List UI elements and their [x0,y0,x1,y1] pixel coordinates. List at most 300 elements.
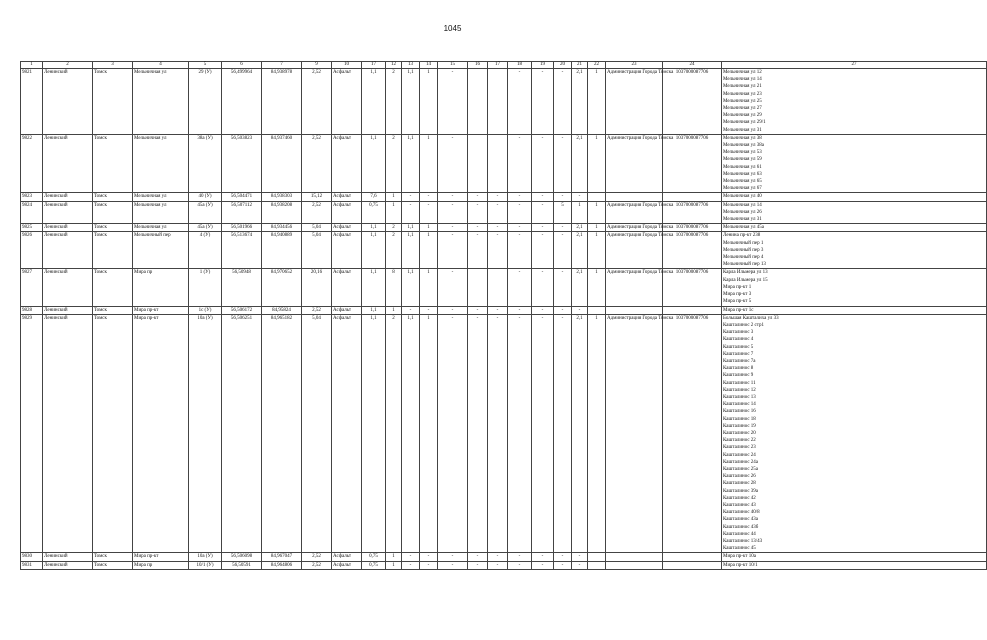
address-entry: Кашталинос 43б [723,524,759,530]
address-entry: Мельничная ул 29/1 [723,120,766,126]
table-cell: - [532,269,554,306]
table-cell: 10/1 (У) [189,561,222,569]
table-cell: 56,499964 [222,69,262,135]
table-cell: 56,506251 [222,314,262,553]
address-entry: Кашталинос 9 [723,373,754,379]
address-entry: Кашталинос 7 [723,351,754,357]
table-cell: Администрация Города Томска [606,134,663,193]
table-cell: Асфальт [332,269,362,306]
table-cell [663,193,722,201]
table-cell: 1,1 [402,134,420,193]
table-cell: - [532,224,554,232]
header-row [21,62,987,69]
table-cell: 56,504471 [222,193,262,201]
address-entry: Мельничная ул 38а [723,143,764,149]
table-cell: - [508,306,532,314]
address-entry: Кашталинос 11 [723,380,756,386]
column-header: 1 [21,62,43,69]
table-cell: Администрация Города Томска [606,314,663,553]
table-cell: 9821 [21,69,43,135]
address-list-cell [722,269,987,306]
table-cell: 2,52 [302,69,332,135]
table-cell: 40 (У) [189,193,222,201]
column-header: 5 [189,62,222,69]
table-cell: Мира пр-кт [133,553,189,561]
table-cell: 9831 [21,561,43,569]
table-cell: - [554,224,572,232]
table-cell [663,561,722,569]
table-cell: 1с (У) [189,306,222,314]
table-cell: - [420,306,438,314]
table-cell: 1 [386,561,402,569]
table-cell: - [508,232,532,269]
address-entry: Мельничная ул 63 [723,171,762,177]
address-entry: Кашталинос 39а [723,488,759,494]
column-header: 23 [606,62,663,69]
table-cell: 1,1 [402,69,420,135]
address-list-cell [722,553,987,561]
table-cell: 1,1 [402,232,420,269]
address-entry: Кашталинос 25а [723,466,759,472]
table-cell: - [532,232,554,269]
table-cell: Асфальт [332,561,362,569]
table-cell: - [438,269,468,306]
address-entry: Мельничная ул 26 [723,209,762,215]
table-cell: - [554,553,572,561]
table-cell: Администрация Города Томска [606,201,663,224]
table-cell: 2,52 [302,306,332,314]
table-cell: 10а (У) [189,553,222,561]
column-header: 16 [468,62,488,69]
table-cell: - [532,69,554,135]
table-cell: 9824 [21,201,43,224]
address-entry: Мельничная ул 53 [723,150,762,156]
table-cell: - [508,553,532,561]
address-entry: Мельничная ул 65 [723,179,762,185]
column-header: 14 [420,62,438,69]
table-cell: 1,1 [362,69,386,135]
address-entry: Кашталинос 12 [723,387,756,393]
table-cell: 84,934456 [262,224,302,232]
table-cell [588,306,606,314]
table-cell: Томск [93,269,133,306]
table-cell: - [438,134,468,193]
table-cell: - [532,314,554,553]
address-list-cell [722,561,987,569]
table-cell: 1 (У) [189,269,222,306]
address-entry: Мельничная ул 31 [723,127,762,133]
table-cell [488,134,508,193]
table-cell: - [488,561,508,569]
address-entry: Кашталинос 4 [723,337,754,343]
column-header: 15 [438,62,468,69]
table-row [21,134,987,193]
table-cell: 1037000087706 [663,314,722,553]
address-entry: Мельничный пер 3 [723,247,764,253]
address-entry: Кашталинос 7а [723,358,756,364]
column-header: 21 [572,62,588,69]
table-cell: Администрация Города Томска [606,269,663,306]
table-cell: 0,75 [362,553,386,561]
table-row [21,201,987,224]
column-header: 19 [532,62,554,69]
table-cell [468,269,488,306]
table-cell: Томск [93,193,133,201]
address-entry: Кашталинос 43 [723,502,756,508]
address-entry: Мира пр-кт 3 [723,292,752,298]
table-cell: 1 [588,134,606,193]
table-cell: 2,52 [302,134,332,193]
column-header: 2 [43,62,93,69]
table-cell: - [402,561,420,569]
table-cell: - [468,561,488,569]
table-cell: - [468,306,488,314]
table-cell: - [420,201,438,224]
address-entry: Карла Ильмера ул 15 [723,277,768,283]
table-cell: 2,1 [572,269,588,306]
address-entry: Мельничный пер 1 [723,240,764,246]
address-entry: Кашталинос 42 [723,495,756,501]
table-cell: 10а (У) [189,314,222,553]
table-cell: 84,95824 [262,306,302,314]
table-cell: 5 [554,201,572,224]
table-cell: - [532,201,554,224]
table-cell: 1,1 [362,269,386,306]
table-cell: 1 [588,269,606,306]
table-cell: Ленинский [43,134,93,193]
address-entry: Мира пр-кт 10а [723,554,756,560]
table-cell: - [554,314,572,553]
column-header: 27 [722,62,987,69]
column-header: 12 [386,62,402,69]
address-entry: Кашталинос 8 [723,366,754,372]
address-entry: Кашталинос 22 [723,438,756,444]
table-cell: 9825 [21,224,43,232]
table-cell: Ленинский [43,553,93,561]
table-cell: 2,1 [572,224,588,232]
table-row [21,69,987,135]
table-cell: 56,507112 [222,201,262,224]
address-entry: Кашталинос 40/8 [723,510,760,516]
table-cell: 5,04 [302,314,332,553]
table-body [21,69,987,570]
table-cell: 1037000087706 [663,224,722,232]
table-cell: - [572,193,588,201]
register-table [20,61,987,570]
table-cell: - [488,224,508,232]
table-cell: - [420,553,438,561]
address-list-cell [722,306,987,314]
table-cell: 2,1 [572,69,588,135]
table-cell: Мельничная ул [133,193,189,201]
table-cell: 20,16 [302,269,332,306]
table-cell: - [468,193,488,201]
table-cell [468,134,488,193]
address-entry: Мельничная ул 14 [723,77,762,83]
address-entry: Кашталинос 23 [723,445,756,451]
address-entry: Мельничная ул 23 [723,91,762,97]
table-cell: 2 [386,224,402,232]
table-cell: - [438,224,468,232]
table-cell: 84,938303 [262,193,302,201]
address-entry: Мира пр-кт 10/1 [723,562,758,568]
table-cell: Томск [93,553,133,561]
table-cell [606,306,663,314]
table-cell: Администрация Города Томска [607,225,674,231]
table-cell: 0,75 [362,201,386,224]
page-number: 1045 [443,24,462,33]
table-cell: 56,506172 [222,306,262,314]
table-cell: - [508,561,532,569]
table-cell: 84,965182 [262,314,302,553]
table-cell: Мира пр-кт [133,314,189,553]
table-cell: 9827 [21,269,43,306]
table-cell: Ленинский [43,314,93,553]
table-cell: Ленинский [43,306,93,314]
table-cell: 1 [386,306,402,314]
table-cell: - [488,306,508,314]
table-cell: - [420,193,438,201]
address-entry: Ленина пр-кт 238 [723,233,761,239]
table-cell: 1 [420,134,438,193]
table-cell: - [488,193,508,201]
table-cell: 1,1 [362,232,386,269]
table-cell: 56,513674 [222,232,262,269]
column-header: 20 [554,62,572,69]
address-entry: Кашталинос 13/43 [723,539,763,544]
address-list-cell [722,232,987,269]
table-cell: Асфальт [332,201,362,224]
table-cell: 84,940889 [262,232,302,269]
address-entry: Мельничная ул 31 [723,217,762,223]
address-entry: Мельничная ул 14 [723,202,762,208]
table-cell: 1037000087706 [663,232,722,269]
address-entry: Мельничная ул 61 [723,164,762,170]
table-cell: Томск [93,201,133,224]
table-cell [663,553,722,561]
address-entry: Мира пр-кт 5 [723,299,752,305]
table-cell: 4 (У) [189,232,222,269]
table-cell: 2,1 [572,314,588,553]
address-entry: Мельничная ул 67 [723,186,762,192]
table-row [21,269,987,306]
table-cell: 56,506098 [222,553,262,561]
table-cell: - [508,193,532,201]
table-cell: 1 [588,314,606,553]
table-cell: - [572,306,588,314]
column-header: 10 [332,62,362,69]
table-cell: Асфальт [332,193,362,201]
column-header: 17 [488,62,508,69]
table-cell: 45а (У) [189,201,222,224]
table-cell: - [438,314,468,553]
address-entry: Кашталинос 13 [723,394,756,400]
table-cell: - [554,561,572,569]
table-cell: 1,1 [402,224,420,232]
table-cell: 1 [386,553,402,561]
table-cell [606,553,663,561]
table-cell: 1 [588,201,606,224]
table-cell: 9822 [21,134,43,193]
table-cell [588,193,606,201]
address-entry: Мельничная ул 59 [723,157,762,163]
table-cell: - [554,232,572,269]
table-cell: Мельничная ул [133,224,189,232]
table-cell: 1 [420,314,438,553]
table-cell: 1 [420,69,438,135]
address-entry: Мира пр-кт 1 [723,284,752,290]
table-cell [488,69,508,135]
table-cell: - [572,561,588,569]
address-entry: Кашталинос 45 [723,546,756,552]
table-cell: 45а (У) [189,224,222,232]
table-cell: - [438,69,468,135]
address-entry: Кашталинос 20 [723,430,756,436]
table-cell: 1 [386,193,402,201]
address-entry: Кашталинос 3 [723,330,754,336]
table-cell: 84,937460 [262,134,302,193]
table-cell: - [532,553,554,561]
table-cell: 1,1 [362,134,386,193]
table-cell: 9823 [21,193,43,201]
table-cell [488,269,508,306]
address-list-cell [722,193,987,201]
table-cell: Асфальт [332,134,362,193]
table-cell: Асфальт [332,224,362,232]
table-cell: 1,1 [362,306,386,314]
address-entry: Мельничный пер 4 [723,255,764,261]
table-cell: 2,52 [302,553,332,561]
table-cell: Мира пр-кт [133,306,189,314]
table-cell [663,306,722,314]
table-cell: Мельничная ул [133,201,189,224]
table-cell: 84,938978 [262,69,302,135]
table-cell [606,193,663,201]
table-cell: 2,52 [302,201,332,224]
column-header: 7 [262,62,302,69]
table-cell: 1 [588,69,606,135]
table-cell: 15,12 [302,193,332,201]
table-cell: Томск [93,314,133,553]
table-cell: Томск [93,306,133,314]
table-cell: 1 [386,201,402,224]
table-cell: 1 [588,232,606,269]
table-cell: Ленинский [43,561,93,569]
table-cell: - [508,69,532,135]
table-cell: Асфальт [332,306,362,314]
address-list-cell [722,134,987,193]
table-cell: 29 (У) [189,69,222,135]
table-cell: - [554,193,572,201]
table-cell: - [438,193,468,201]
table-cell: 38а (У) [189,134,222,193]
table-cell [606,561,663,569]
address-entry: Кашталинос 26 [723,474,756,480]
table-cell: Томск [93,561,133,569]
table-cell: 5,04 [302,224,332,232]
table-cell: - [438,561,468,569]
address-entry: Кашталинос 14 [723,402,756,408]
address-entry: Мельничный пер 13 [723,262,766,268]
table-cell: 9829 [21,314,43,553]
column-header: 9 [302,62,332,69]
table-cell: - [508,269,532,306]
table-cell: 2 [386,69,402,135]
table-cell: - [402,201,420,224]
address-entry: Мельничная ул 45а [723,225,764,231]
table-cell: Томск [93,232,133,269]
table-row [21,561,987,569]
column-header: 13 [402,62,420,69]
table-cell: - [402,193,420,201]
table-cell: Администрация Города Томска [606,69,663,135]
table-cell: 1,1 [362,314,386,553]
table-cell: - [402,306,420,314]
table-cell: - [438,201,468,224]
table-cell: - [468,553,488,561]
address-entry: Кашталинос 43а [723,517,759,523]
table-cell: Ленинский [43,193,93,201]
table-cell: - [508,201,532,224]
table-cell: 1037000087706 [663,269,722,306]
table-cell: - [438,553,468,561]
table-cell: Асфальт [332,553,362,561]
table-cell: - [554,269,572,306]
table-cell: Ленинский [43,69,93,135]
table-cell: Томск [93,224,133,232]
table-cell: Ленинский [43,269,93,306]
table-cell: - [532,306,554,314]
table-cell: - [402,553,420,561]
address-entry: Мельничная ул 29 [723,113,762,119]
table-cell: - [554,306,572,314]
address-entry: Кашталинос 5 [723,344,754,350]
table-cell: 1 [588,224,606,232]
table-cell: 1037000087706 [663,134,722,193]
table-cell: 84,938208 [262,201,302,224]
table-cell: 9828 [21,306,43,314]
table-cell: 1037000087706 [663,69,722,135]
table-cell: - [488,201,508,224]
address-entry: Мельничная ул 25 [723,98,762,104]
address-entry: Мельничная ул 27 [723,106,762,112]
table-cell: 2 [386,314,402,553]
table-cell: - [508,134,532,193]
address-list-cell [722,314,987,553]
table-cell: - [488,553,508,561]
table-row [21,232,987,269]
table-cell [468,69,488,135]
table-cell: 1,1 [402,314,420,553]
table-cell: 8 [386,269,402,306]
table-row [21,314,987,553]
table-cell: Асфальт [332,69,362,135]
table-cell: Мира пр [133,269,189,306]
table-cell: - [468,232,488,269]
table-cell: - [468,314,488,553]
column-header: 6 [222,62,262,69]
table-row [21,193,987,201]
table-cell: 2,1 [572,134,588,193]
table-cell: - [508,224,532,232]
table-cell: Мельничный пер [133,232,189,269]
address-entry: Большая Кашталиха ул 33 [723,315,779,321]
table-cell: 9826 [21,232,43,269]
address-entry: Мельничная ул 12 [723,70,762,75]
table-cell: Томск [93,134,133,193]
table-cell: Ленинский [43,201,93,224]
address-entry: Карла Ильмера ул 13 [723,270,768,276]
